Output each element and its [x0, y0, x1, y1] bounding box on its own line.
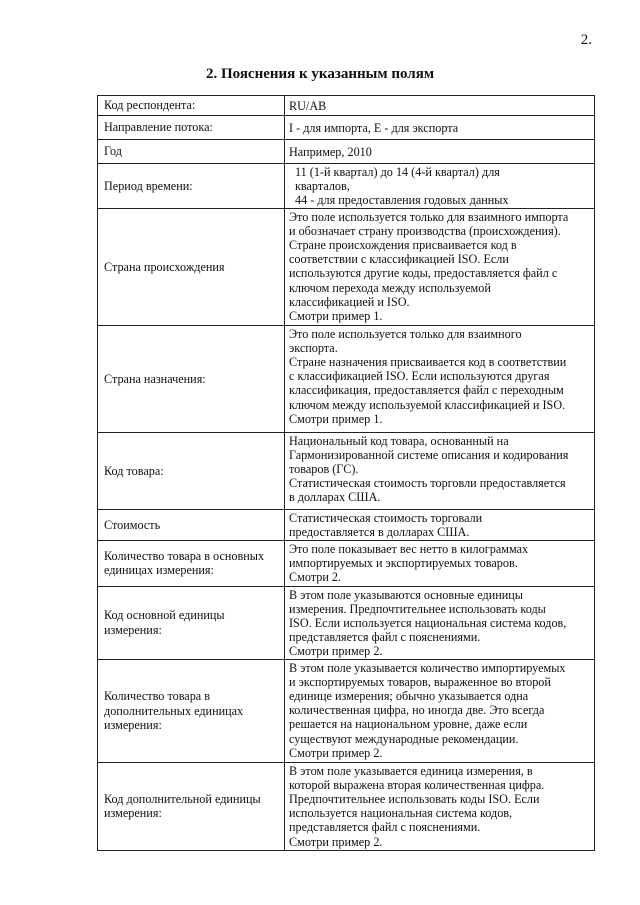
field-explanation-line: представляется файл с пояснениями.: [289, 820, 481, 835]
table-row: [98, 659, 595, 762]
field-explanation-line: Стране назначения присваивается код в соответствии: [289, 355, 567, 370]
table-row: [98, 762, 595, 850]
field-explanation-line: 44 - для предоставления годовых данных: [295, 193, 509, 208]
field-explanation-line: количественная цифра, но иногда две. Это всегда: [289, 703, 545, 718]
field-explanation-line: товаров (ГС).: [289, 462, 359, 477]
field-name-cell: [98, 586, 285, 659]
field-explanation-line: RU/AB: [289, 98, 327, 113]
field-explanation-cell: [285, 96, 595, 116]
field-explanation-line: экспорта.: [289, 340, 338, 355]
field-name-line: дополнительных единицах: [104, 703, 244, 718]
field-name-line: Код товара:: [104, 463, 164, 478]
field-explanation-line: Предпочтительнее использовать коды ISO. Если: [289, 792, 540, 807]
field-name-cell: [98, 540, 285, 586]
field-name-line: Период времени:: [104, 178, 193, 193]
field-explanation-line: Гармонизированной системе описания и кодирования: [289, 447, 569, 462]
field-explanation-cell: [285, 540, 595, 586]
field-name-line: единицах измерения:: [104, 563, 214, 578]
field-explanation-line: предоставляется в долларах США.: [289, 524, 470, 539]
field-explanation-line: Смотри пример 1.: [289, 411, 383, 426]
field-explanation-line: импортируемых и экспортируемых товаров.: [289, 555, 518, 570]
field-explanation-line: Смотри пример 2.: [289, 745, 383, 760]
field-name-cell: [98, 140, 285, 164]
field-explanation-line: единице измерения; обычно указывается одна: [289, 689, 529, 704]
field-explanation-cell: [285, 586, 595, 659]
field-name-cell: [98, 116, 285, 140]
field-explanation-cell: [285, 432, 595, 509]
field-explanation-line: используются другие коды, предоставляется файл с: [289, 266, 558, 281]
field-explanation-line: решается на национальном уровне, даже если: [289, 717, 528, 732]
field-explanation-line: измерения. Предпочтительнее использовать коды: [289, 601, 546, 616]
field-name-line: Количество товара в: [104, 689, 211, 704]
field-explanation-cell: [285, 325, 595, 432]
table-row: [98, 509, 595, 540]
field-name-cell: [98, 659, 285, 762]
field-explanation-line: Смотри 2.: [289, 570, 342, 585]
field-explanation-line: Это поле используется только для взаимного импорта: [289, 209, 569, 224]
field-name-cell: [98, 509, 285, 540]
field-explanation-line: ISO. Если используется национальная система кодов,: [289, 616, 567, 631]
field-explanation-line: которой выражена вторая количественная цифра.: [289, 777, 545, 792]
field-explanation-line: кварталов,: [295, 179, 350, 194]
table-row: [98, 325, 595, 432]
field-explanation-line: 11 (1-й квартал) до 14 (4-й квартал) для: [295, 165, 500, 179]
field-name-line: Год: [104, 144, 122, 159]
table-row: [98, 140, 595, 164]
table-row: [98, 540, 595, 586]
field-name-cell: [98, 164, 285, 209]
field-explanation-line: Стране происхождения присваивается код в: [289, 238, 517, 253]
field-explanation-line: Статистическая стоимость торговали: [289, 510, 483, 525]
table-row: [98, 432, 595, 509]
field-explanation-line: В этом поле указывается количество импортируемых: [289, 660, 566, 675]
field-explanation-line: Это поле показывает вес нетто в килограммах: [289, 541, 529, 556]
table-row: [98, 586, 595, 659]
table-row: [98, 116, 595, 140]
field-explanation-cell: [285, 762, 595, 850]
field-explanation-line: I - для импорта, E - для экспорта: [289, 120, 459, 135]
field-explanation-cell: [285, 164, 595, 209]
field-explanations-table: [97, 95, 595, 851]
field-explanation-line: соответствии с классификацией ISO. Если: [289, 252, 509, 267]
field-name-cell: [98, 325, 285, 432]
field-name-cell: [98, 762, 285, 850]
field-explanation-line: и обозначает страну производства (происхождения).: [289, 223, 561, 238]
field-name-line: Страна происхождения: [104, 259, 225, 274]
field-explanation-line: Это поле используется только для взаимного: [289, 326, 522, 341]
field-name-line: Код основной единицы: [104, 608, 225, 623]
table-row: [98, 96, 595, 116]
field-explanation-line: используется национальная система кодов,: [289, 806, 513, 821]
field-explanation-cell: [285, 116, 595, 140]
field-explanation-line: ключом между используемой классификацией и ISO.: [289, 397, 566, 412]
field-name-line: измерения:: [104, 806, 162, 821]
field-explanation-line: Национальный код товара, основанный на: [289, 433, 509, 448]
field-name-line: Количество товара в основных: [104, 548, 265, 563]
field-name-line: Направление потока:: [104, 120, 213, 135]
table-row: [98, 164, 595, 209]
field-explanation-line: в долларах США.: [289, 490, 381, 505]
field-explanation-line: Смотри пример 2.: [289, 644, 383, 659]
field-explanation-line: Например, 2010: [289, 144, 372, 159]
field-explanation-line: классификацией и ISO.: [289, 294, 410, 309]
field-name-line: Страна назначения:: [104, 371, 206, 386]
field-name-line: Код респондента:: [104, 98, 196, 113]
field-explanation-line: В этом поле указывается единица измерения, в: [289, 763, 533, 778]
field-name-cell: [98, 432, 285, 509]
field-explanation-line: с классификацией ISO. Если используются другая: [289, 369, 550, 384]
field-explanation-line: и экспортируемых товаров, выраженное во второй: [289, 674, 551, 689]
section-title: 2. Пояснения к указанным полям: [205, 66, 435, 82]
field-explanation-line: ключом перехода между используемой: [289, 280, 491, 295]
field-explanation-line: классификация, предоставляется файл с переходным: [289, 383, 564, 398]
field-explanation-cell: [285, 140, 595, 164]
field-name-line: Стоимость: [104, 517, 161, 532]
field-explanation-line: Смотри пример 1.: [289, 309, 383, 324]
field-name-cell: [98, 96, 285, 116]
field-name-line: измерения:: [104, 717, 162, 732]
field-explanation-line: представляется файл с пояснениями.: [289, 630, 481, 645]
field-explanation-line: Статистическая стоимость торговли предоставляется: [289, 476, 566, 491]
field-explanation-cell: [285, 659, 595, 762]
table-row: [98, 208, 595, 325]
field-name-line: Код дополнительной единицы: [104, 791, 261, 806]
field-explanation-cell: [285, 509, 595, 540]
field-name-line: измерения:: [104, 622, 162, 637]
field-explanation-line: существуют международные рекомендации.: [289, 731, 519, 746]
page-number: 2.: [580, 32, 592, 48]
field-name-cell: [98, 208, 285, 325]
field-explanation-cell: [285, 208, 595, 325]
field-explanation-line: Смотри пример 2.: [289, 834, 383, 849]
field-explanation-line: В этом поле указываются основные единицы: [289, 587, 523, 602]
